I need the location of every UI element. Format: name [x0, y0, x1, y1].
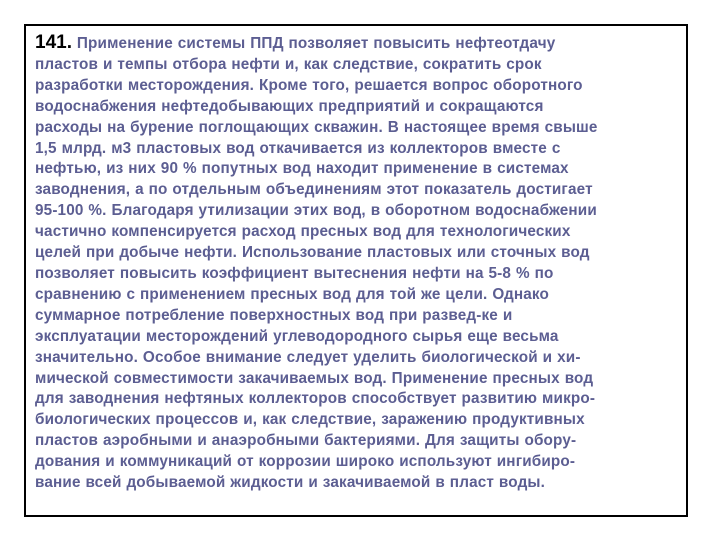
text-line-content: Применение системы ППД позволяет повысить нефтеотдачу [71, 35, 556, 52]
text-line: заводнения, а по отдельным объединениям этот показатель достигает [35, 181, 593, 199]
text-line: целей при добыче нефти. Использование пластовых или сточных вод [35, 244, 590, 262]
text-line: 1,5 млрд. м3 пластовых вод откачивается из коллекторов вместе с [35, 139, 561, 157]
text-line: биологических процессов и, как следствие, заражению продуктивных [35, 411, 585, 429]
text-line: пластов аэробными и анаэробными бактериями. Для защиты обору- [35, 432, 577, 450]
text-line: суммарное потребление поверхностных вод при развед-ке и [35, 306, 513, 324]
text-line: позволяет повысить коэффициент вытеснения нефти на 5-8 % по [35, 264, 554, 282]
text-line: водоснабжения нефтедобывающих предприятий и сокращаются [35, 97, 544, 115]
text-line: вание всей добываемой жидкости и закачиваемой в пласт воды. [35, 474, 546, 492]
text-line: дования и коммуникаций от коррозии широко используют ингибиро- [35, 453, 576, 471]
text-line: значительно. Особое внимание следует уделить биологической и хи- [35, 348, 581, 366]
text-line: эксплуатации месторождений углеводородного сырья еще весьма [35, 327, 559, 345]
paragraph-number: 141. [35, 32, 72, 53]
text-line: 95-100 %. Благодаря утилизации этих вод, в оборотном водоснабжении [35, 202, 597, 220]
text-line: нефтью, из них 90 % попутных вод находит применение в системах [35, 160, 569, 178]
text-line: пластов и темпы отбора нефти и, как следствие, сократить срок [35, 55, 542, 73]
text-line: мической совместимости закачиваемых вод. Применение пресных вод [35, 369, 594, 387]
text-box [24, 24, 688, 517]
text-line: расходы на бурение поглощающих скважин. В настоящее время свыше [35, 118, 598, 136]
paragraph-141 [35, 33, 678, 494]
text-line: частично компенсируется расход пресных вод для технологических [35, 223, 571, 241]
text-line: разработки месторождения. Кроме того, решается вопрос оборотного [35, 76, 583, 94]
text-line: сравнению с применением пресных вод для той же цели. Однако [35, 285, 550, 303]
text-line: для заводнения нефтяных коллекторов способствует развитию микро- [35, 390, 596, 408]
text-line [35, 33, 678, 55]
